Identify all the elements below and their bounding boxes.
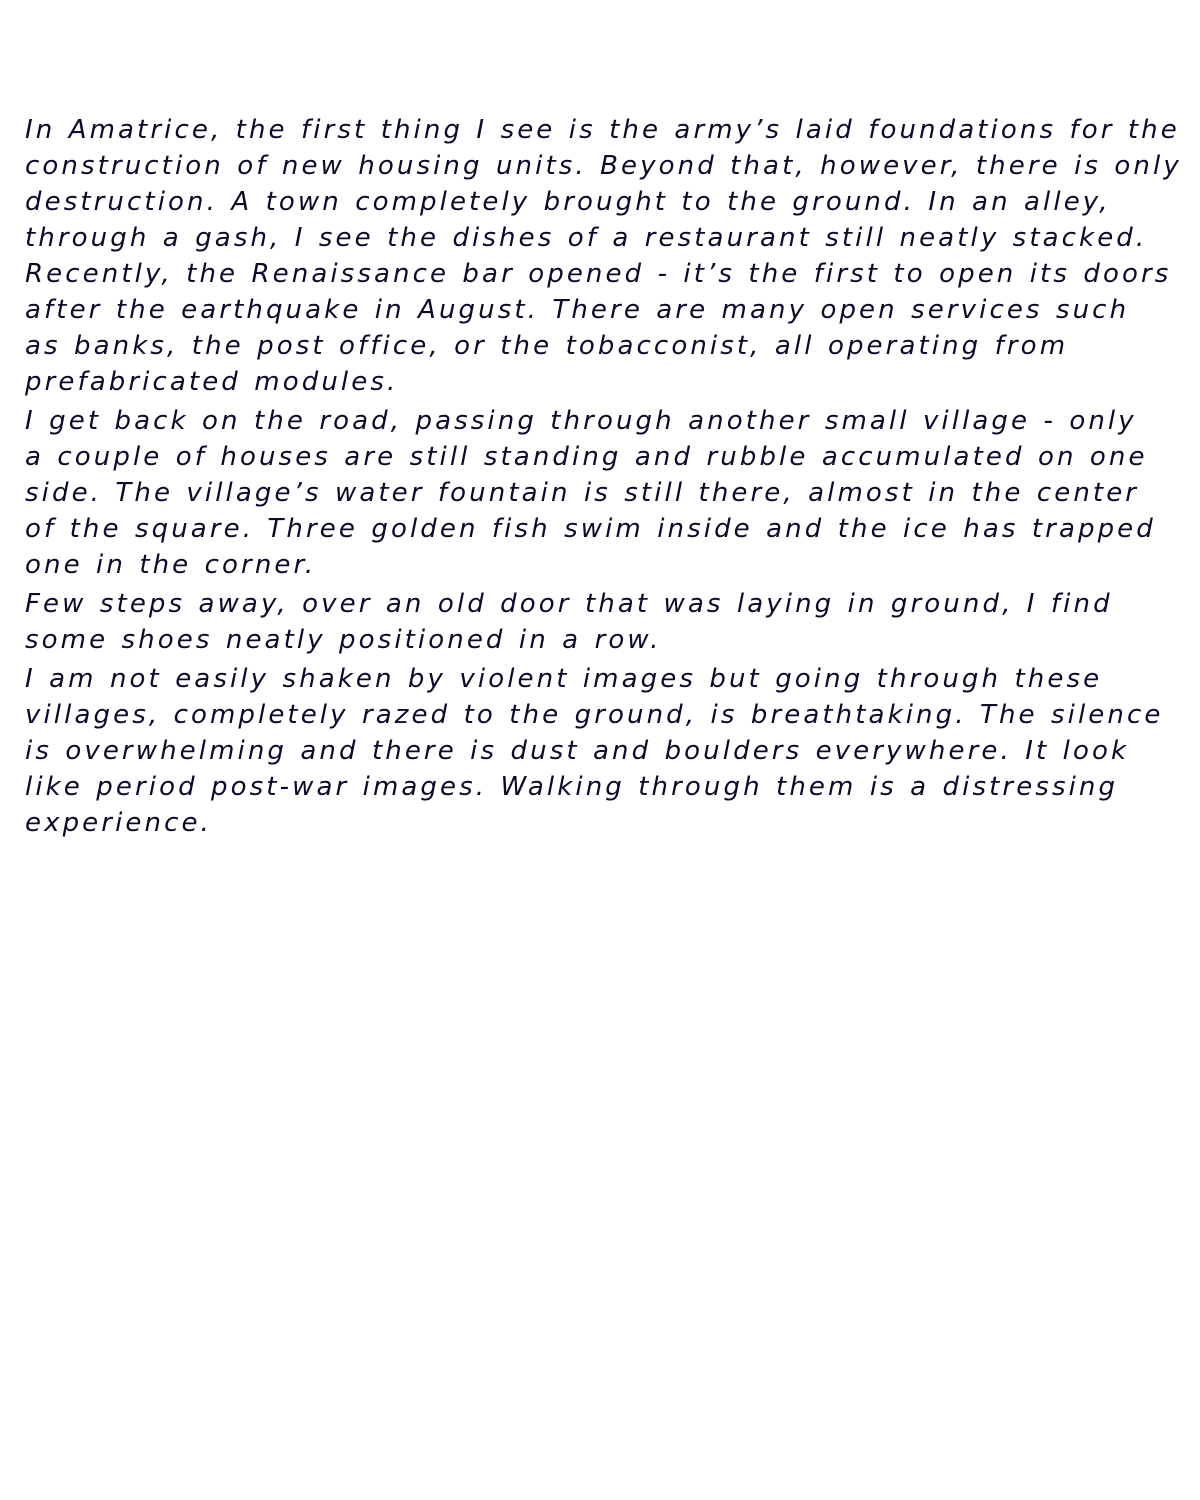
text-line: Few steps away, over an old door that was laying in ground, I find <box>25 589 1113 619</box>
text-line: destruction. A town completely brought to the ground. In an alley, <box>25 187 1111 217</box>
paragraph-village <box>25 403 1185 583</box>
text-line: Recently, the Renaissance bar opened - it’s the first to open its doors <box>25 259 1172 289</box>
text-line: experience. <box>25 808 212 838</box>
text-line: some shoes neatly positioned in a row. <box>25 625 662 655</box>
text-line: through a gash, I see the dishes of a restaurant still neatly stacked. <box>25 223 1148 253</box>
text-line: after the earthquake in August. There are many open services such <box>25 295 1130 325</box>
text-line: a couple of houses are still standing and rubble accumulated on one <box>25 442 1148 472</box>
text-line: is overwhelming and there is dust and boulders everywhere. It look <box>25 736 1130 766</box>
text-line: I am not easily shaken by violent images but going through these <box>25 664 1103 694</box>
text-line: as banks, the post office, or the tobacconist, all operating from <box>25 331 1069 361</box>
text-line: In Amatrice, the first thing I see is the army’s laid foundations for the <box>25 115 1180 145</box>
paragraph-reflection <box>25 661 1185 841</box>
article-text <box>25 112 1185 844</box>
text-line: construction of new housing units. Beyond that, however, there is only <box>25 151 1182 181</box>
text-line: prefabricated modules. <box>25 367 399 397</box>
text-line: like period post-war images. Walking through them is a distressing <box>25 772 1119 802</box>
paragraph-shoes <box>25 586 1185 658</box>
text-line: side. The village’s water fountain is still there, almost in the center <box>25 478 1140 508</box>
paragraph-amatrice <box>25 112 1185 400</box>
text-line: villages, completely razed to the ground, is breathtaking. The silence <box>25 700 1164 730</box>
text-line: one in the corner. <box>25 550 317 580</box>
text-line: of the square. Three golden fish swim inside and the ice has trapped <box>25 514 1156 544</box>
text-line: I get back on the road, passing through another small village - only <box>25 406 1137 436</box>
